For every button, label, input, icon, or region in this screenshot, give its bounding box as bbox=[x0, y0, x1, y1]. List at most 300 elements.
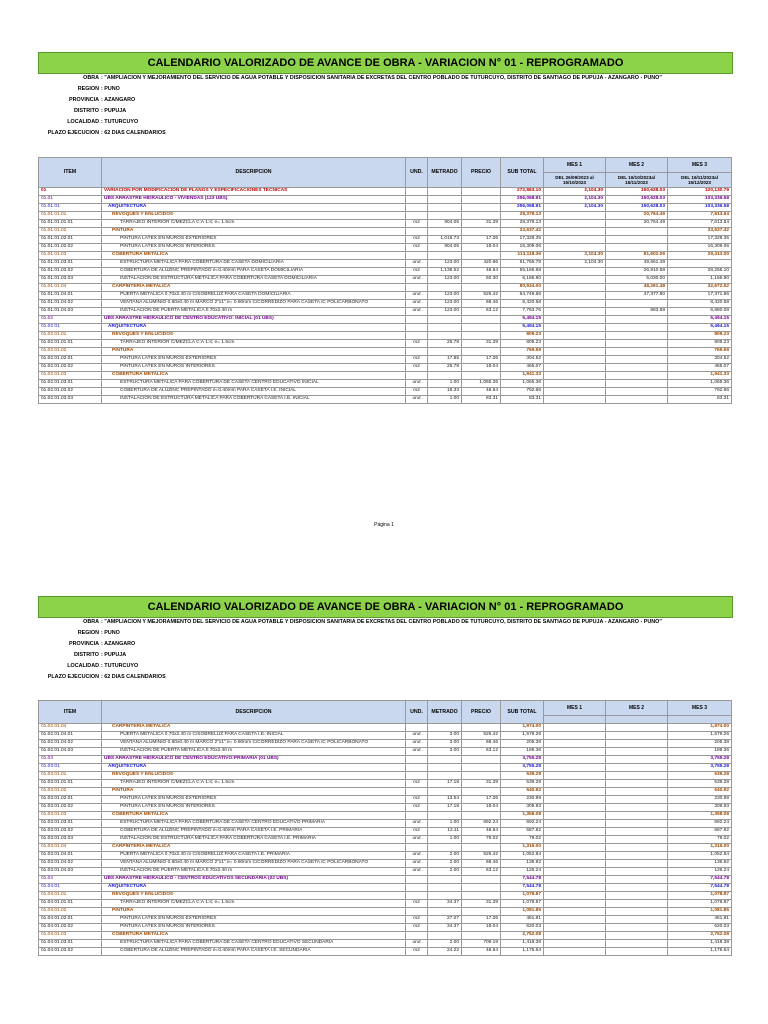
table-row bbox=[39, 284, 732, 292]
mes3-cell: 16,309.06 bbox=[668, 244, 732, 252]
subtotal-cell: 7,544.78 bbox=[501, 876, 544, 884]
item-cell: 01.02.01.04.03 bbox=[39, 748, 102, 756]
table-row bbox=[39, 196, 732, 204]
desc-cell: PUERTA METALICA 0.70x2.40 m C/SOBRELUZ PARA CASETA I.E. INICIAL bbox=[102, 732, 406, 740]
metrado-cell: 1.00 bbox=[428, 396, 462, 404]
item-cell: 01.01.01.03.02 bbox=[39, 268, 102, 276]
subtotal-cell: 8,420.58 bbox=[501, 300, 544, 308]
metrado-cell: 3.00 bbox=[428, 732, 462, 740]
table-row bbox=[39, 308, 732, 316]
page-2 bbox=[0, 590, 768, 1024]
und-cell: m2 bbox=[406, 828, 428, 836]
desc-cell: PINTURA LATEX EN MUROS EXTERIORES bbox=[102, 236, 406, 244]
mes2-cell bbox=[606, 860, 668, 868]
precio-cell: 18.04 bbox=[462, 924, 501, 932]
item-cell: 01.01.01.04.03 bbox=[39, 308, 102, 316]
item-cell: 01.02.01.01.01 bbox=[39, 340, 102, 348]
und-cell: m2 bbox=[406, 356, 428, 364]
mes3-cell: 1,316.00 bbox=[668, 844, 732, 852]
mes3-cell: 769.59 bbox=[668, 348, 732, 356]
item-cell: 01.03.01.01.01 bbox=[39, 780, 102, 788]
metrado-cell: 2.00 bbox=[428, 852, 462, 860]
info-row bbox=[0, 650, 768, 661]
mes2-cell bbox=[606, 396, 668, 404]
item-cell: 01.03.01.01 bbox=[39, 772, 102, 780]
info-row bbox=[0, 672, 768, 683]
table-row bbox=[39, 852, 732, 860]
item-cell: 01.01.01.02.02 bbox=[39, 244, 102, 252]
desc-cell: PINTURA bbox=[102, 348, 406, 356]
subtotal-cell: 113,118.36 bbox=[501, 252, 544, 260]
precio-cell: 709.19 bbox=[462, 940, 501, 948]
subtotal-cell: 2,752.08 bbox=[501, 932, 544, 940]
metrado-cell bbox=[428, 724, 462, 732]
subtotal-cell: 1,941.33 bbox=[501, 372, 544, 380]
desc-cell: ESTRUCTURA METALICA PARA COBERTURA DE CASETA DOMICILIARIA bbox=[102, 260, 406, 268]
metrado-cell: 17.18 bbox=[428, 804, 462, 812]
subtotal-cell: 256,068.91 bbox=[501, 204, 544, 212]
table-row bbox=[39, 204, 732, 212]
mes1-cell bbox=[544, 924, 606, 932]
metrado-cell bbox=[428, 764, 462, 772]
header-spacer bbox=[544, 716, 606, 724]
mes3-cell: 1,156.90 bbox=[668, 276, 732, 284]
col-mes1-header: MES 1 bbox=[544, 701, 606, 716]
subtotal-cell: 3,755.28 bbox=[501, 764, 544, 772]
mes1-cell bbox=[544, 308, 606, 316]
item-cell: 01.03.01.04.01 bbox=[39, 852, 102, 860]
table-row bbox=[39, 396, 732, 404]
metrado-cell: 13.54 bbox=[428, 796, 462, 804]
info-value: : TUTURCUYO bbox=[101, 663, 139, 669]
document-title: CALENDARIO VALORIZADO DE AVANCE DE OBRA - VARIACION N° 01 - REPROGRAMADO bbox=[38, 52, 733, 74]
precio-cell bbox=[462, 724, 501, 732]
und-cell: und bbox=[406, 740, 428, 748]
und-cell: m2 bbox=[406, 388, 428, 396]
metrado-cell: 17.85 bbox=[428, 356, 462, 364]
mes2-cell: 20,764.49 bbox=[606, 220, 668, 228]
mes1-cell bbox=[544, 372, 606, 380]
info-row bbox=[0, 617, 768, 628]
subtotal-cell: 80,934.00 bbox=[501, 284, 544, 292]
metrado-cell: 2.00 bbox=[428, 868, 462, 876]
mes2-cell: 49,661.48 bbox=[606, 260, 668, 268]
desc-cell: COBERTURA METALICA bbox=[102, 372, 406, 380]
table-row bbox=[39, 316, 732, 324]
info-row bbox=[0, 95, 768, 106]
und-cell bbox=[406, 812, 428, 820]
und-cell bbox=[406, 724, 428, 732]
item-cell: 01.01.01.04 bbox=[39, 284, 102, 292]
mes1-cell bbox=[544, 332, 606, 340]
mes1-cell bbox=[544, 812, 606, 820]
subtotal-cell: 126.24 bbox=[501, 868, 544, 876]
mes2-cell bbox=[606, 788, 668, 796]
mes1-cell bbox=[544, 268, 606, 276]
und-cell bbox=[406, 908, 428, 916]
mes2-cell: 883.68 bbox=[606, 308, 668, 316]
subtotal-cell: 3,755.28 bbox=[501, 756, 544, 764]
mes2-cell bbox=[606, 380, 668, 388]
item-cell: 01.02.01 bbox=[39, 324, 102, 332]
desc-cell: PINTURA LATEX EN MUROS EXTERIORES bbox=[102, 916, 406, 924]
und-cell bbox=[406, 324, 428, 332]
und-cell bbox=[406, 876, 428, 884]
info-value: : PUNO bbox=[101, 86, 120, 92]
subtotal-cell: 792.66 bbox=[501, 388, 544, 396]
table-row bbox=[39, 348, 732, 356]
item-cell: 01.01.01.02 bbox=[39, 228, 102, 236]
item-cell: 01.03.01 bbox=[39, 764, 102, 772]
und-cell: m2 bbox=[406, 236, 428, 244]
desc-cell: ESTRUCTURA METALICA PARA COBERTURA DE CASETA CENTRO EDUCATIVO PRIMARIA bbox=[102, 820, 406, 828]
item-cell: 01.04.01.02 bbox=[39, 908, 102, 916]
metrado-cell: 3.00 bbox=[428, 740, 462, 748]
mes2-cell bbox=[606, 244, 668, 252]
info-label: PROVINCIA bbox=[69, 641, 99, 647]
metrado-cell bbox=[428, 196, 462, 204]
metrado-cell: 904.05 bbox=[428, 220, 462, 228]
precio-cell: 63.12 bbox=[462, 308, 501, 316]
item-cell: 01.03.01.03.03 bbox=[39, 836, 102, 844]
mes3-cell: 304.52 bbox=[668, 356, 732, 364]
info-row bbox=[0, 128, 768, 139]
item-cell: 01.04.01.01 bbox=[39, 892, 102, 900]
mes2-cell: 150,628.03 bbox=[606, 188, 668, 196]
precio-cell bbox=[462, 332, 501, 340]
table-row bbox=[39, 764, 732, 772]
subtotal-cell: 1,175.64 bbox=[501, 948, 544, 956]
precio-cell: 31.39 bbox=[462, 900, 501, 908]
desc-cell: PINTURA bbox=[102, 908, 406, 916]
mes3-cell: 792.66 bbox=[668, 388, 732, 396]
mes1-cell bbox=[544, 948, 606, 956]
metrado-cell bbox=[428, 284, 462, 292]
info-value: : PUNO bbox=[101, 630, 120, 636]
precio-cell: 31.39 bbox=[462, 780, 501, 788]
metrado-cell: 16.33 bbox=[428, 388, 462, 396]
metrado-cell bbox=[428, 884, 462, 892]
table-row bbox=[39, 924, 732, 932]
table-row bbox=[39, 292, 732, 300]
mes2-cell bbox=[606, 916, 668, 924]
precio-cell: 692.24 bbox=[462, 820, 501, 828]
subtotal-cell: 33,637.42 bbox=[501, 228, 544, 236]
metrado-cell bbox=[428, 372, 462, 380]
item-cell: 01.01.01.03 bbox=[39, 252, 102, 260]
table-row bbox=[39, 236, 732, 244]
mes3-cell: 809.23 bbox=[668, 332, 732, 340]
metrado-cell bbox=[428, 332, 462, 340]
precio-cell: 526.42 bbox=[462, 852, 501, 860]
metrado-cell bbox=[428, 252, 462, 260]
desc-cell: INSTALACION DE PUERTA METALICA 0.70x2.40 m bbox=[102, 748, 406, 756]
col-mes3-header: MES 3 bbox=[668, 158, 732, 173]
und-cell bbox=[406, 212, 428, 220]
precio-cell: 18.04 bbox=[462, 804, 501, 812]
info-value: : PUPUJA bbox=[101, 108, 127, 114]
und-cell: m2 bbox=[406, 780, 428, 788]
mes1-cell bbox=[544, 284, 606, 292]
desc-cell: PUERTA METALICA 0.70x2.40 m C/SOBRELUZ PARA CASETA I.E. PRIMARIA bbox=[102, 852, 406, 860]
desc-cell: UBS ARRASTRE HIDRAULICO - VIVIENDAS (123 UBS) bbox=[102, 196, 406, 204]
precio-cell bbox=[462, 764, 501, 772]
item-cell: 01.02 bbox=[39, 316, 102, 324]
mes2-cell bbox=[606, 804, 668, 812]
item-cell: 01.03.01.03.02 bbox=[39, 828, 102, 836]
mes1-cell bbox=[544, 852, 606, 860]
und-cell: und bbox=[406, 852, 428, 860]
metrado-cell: 123.00 bbox=[428, 300, 462, 308]
header-spacer bbox=[668, 716, 732, 724]
desc-cell: TARRAJEO INTERIOR C/MEZCLA C:A 1:4; e= 1.5cm bbox=[102, 780, 406, 788]
und-cell bbox=[406, 332, 428, 340]
metrado-cell: 17.18 bbox=[428, 780, 462, 788]
desc-cell: INSTALACION DE PUERTA METALICA 0.70x2.40 m bbox=[102, 868, 406, 876]
mes1-cell bbox=[544, 908, 606, 916]
item-cell: 01.04.01.03.01 bbox=[39, 940, 102, 948]
subtotal-cell: 230.99 bbox=[501, 796, 544, 804]
metrado-cell: 1.00 bbox=[428, 380, 462, 388]
mes3-cell: 7,544.78 bbox=[668, 884, 732, 892]
desc-cell: COBERTURA DE ALUZINC PREPINTADO e=0.40mm PARA CASETA I.E. INICIAL bbox=[102, 388, 406, 396]
subtotal-cell: 55,166.68 bbox=[501, 268, 544, 276]
project-info bbox=[0, 617, 768, 683]
precio-cell bbox=[462, 228, 501, 236]
col-item-header: ITEM bbox=[39, 158, 102, 188]
mes3-cell: 1,081.85 bbox=[668, 908, 732, 916]
info-row bbox=[0, 73, 768, 84]
mes3-cell: 230.99 bbox=[668, 796, 732, 804]
info-label: OBRA bbox=[83, 75, 99, 81]
mes2-cell bbox=[606, 340, 668, 348]
mes2-cell: 48,261.48 bbox=[606, 284, 668, 292]
precio-cell: 31.39 bbox=[462, 340, 501, 348]
subtotal-cell: 51,765.78 bbox=[501, 260, 544, 268]
mes2-cell bbox=[606, 812, 668, 820]
mes1-cell bbox=[544, 892, 606, 900]
precio-cell bbox=[462, 772, 501, 780]
und-cell: m2 bbox=[406, 900, 428, 908]
und-cell: und bbox=[406, 300, 428, 308]
item-cell: 01.02.01.01 bbox=[39, 332, 102, 340]
und-cell bbox=[406, 764, 428, 772]
desc-cell: UBS ARRASTRE HIDRAULICO DE CENTRO EDUCATIVO: INICIAL (01 UBS) bbox=[102, 316, 406, 324]
mes3-cell: 8,420.58 bbox=[668, 300, 732, 308]
item-cell: 01.03.01.02.02 bbox=[39, 804, 102, 812]
und-cell: m2 bbox=[406, 340, 428, 348]
item-cell: 01.03.01.03.01 bbox=[39, 820, 102, 828]
table-row bbox=[39, 756, 732, 764]
precio-cell: 83.31 bbox=[462, 396, 501, 404]
metrado-cell: 12.11 bbox=[428, 828, 462, 836]
mes1-cell bbox=[544, 356, 606, 364]
precio-cell: 68.46 bbox=[462, 300, 501, 308]
precio-cell: 68.46 bbox=[462, 860, 501, 868]
mes2-cell bbox=[606, 876, 668, 884]
mes2-cell bbox=[606, 868, 668, 876]
metrado-cell: 1.00 bbox=[428, 820, 462, 828]
und-cell: und bbox=[406, 308, 428, 316]
mes3-cell: 7,613.64 bbox=[668, 212, 732, 220]
metrado-cell bbox=[428, 892, 462, 900]
desc-cell: PINTURA LATEX EN MUROS EXTERIORES bbox=[102, 356, 406, 364]
metrado-cell bbox=[428, 212, 462, 220]
metrado-cell: 123.00 bbox=[428, 276, 462, 284]
und-cell: und bbox=[406, 836, 428, 844]
item-cell: 01.01.01.01.01 bbox=[39, 220, 102, 228]
precio-cell: 526.42 bbox=[462, 292, 501, 300]
info-row bbox=[0, 117, 768, 128]
mes3-cell: 3,755.28 bbox=[668, 764, 732, 772]
mes1-cell bbox=[544, 212, 606, 220]
desc-cell: TARRAJEO INTERIOR C/MEZCLA C:A 1:4; e= 1.5cm bbox=[102, 340, 406, 348]
mes1-cell bbox=[544, 316, 606, 324]
mes1-cell: 2,104.30 bbox=[544, 188, 606, 196]
metrado-cell bbox=[428, 908, 462, 916]
info-label: LOCALIDAD bbox=[67, 119, 99, 125]
table-row bbox=[39, 372, 732, 380]
info-value: : TUTURCUYO bbox=[101, 119, 139, 125]
info-row bbox=[0, 628, 768, 639]
mes3-cell: 83.31 bbox=[668, 396, 732, 404]
col-mes3-dates: DEL 16/11/2023al 15/12/2023 bbox=[668, 173, 732, 188]
und-cell bbox=[406, 788, 428, 796]
desc-cell: INSTALACION DE ESTRUCTURA METALICA PARA COBERTURA CASETA I.E. INICIAL bbox=[102, 396, 406, 404]
metrado-cell bbox=[428, 228, 462, 236]
table-row bbox=[39, 276, 732, 284]
mes3-cell: 1,941.33 bbox=[668, 372, 732, 380]
subtotal-cell: 79.02 bbox=[501, 836, 544, 844]
table-row bbox=[39, 772, 732, 780]
mes3-cell: 809.23 bbox=[668, 340, 732, 348]
mes2-cell bbox=[606, 356, 668, 364]
subtotal-cell: 205.38 bbox=[501, 740, 544, 748]
metrado-cell: 123.00 bbox=[428, 260, 462, 268]
mes3-cell: 126.24 bbox=[668, 868, 732, 876]
subtotal-cell: 64,749.66 bbox=[501, 292, 544, 300]
metrado-cell bbox=[428, 756, 462, 764]
mes3-cell: 28,256.10 bbox=[668, 268, 732, 276]
mes1-cell: 2,104.30 bbox=[544, 196, 606, 204]
mes1-cell bbox=[544, 876, 606, 884]
item-cell: 01.02.01.03.02 bbox=[39, 388, 102, 396]
subtotal-cell: 1,078.87 bbox=[501, 900, 544, 908]
metrado-cell: 34.37 bbox=[428, 924, 462, 932]
precio-cell bbox=[462, 252, 501, 260]
precio-cell bbox=[462, 876, 501, 884]
header-spacer bbox=[606, 716, 668, 724]
und-cell: m2 bbox=[406, 804, 428, 812]
und-cell bbox=[406, 372, 428, 380]
mes3-cell: 461.81 bbox=[668, 916, 732, 924]
mes2-cell bbox=[606, 924, 668, 932]
subtotal-cell: 809.23 bbox=[501, 340, 544, 348]
table-row bbox=[39, 228, 732, 236]
subtotal-cell: 539.28 bbox=[501, 780, 544, 788]
precio-cell: 17.06 bbox=[462, 916, 501, 924]
mes2-cell bbox=[606, 940, 668, 948]
desc-cell: INSTALACION DE ESTRUCTURA METALICA PARA COBERTURA CASETA DOMICILIARIA bbox=[102, 276, 406, 284]
precio-cell bbox=[462, 348, 501, 356]
precio-cell: 1,065.36 bbox=[462, 380, 501, 388]
item-cell: 01.01.01.04.02 bbox=[39, 300, 102, 308]
desc-cell: PINTURA bbox=[102, 228, 406, 236]
metrado-cell bbox=[428, 316, 462, 324]
col-mes2-dates: DEL 16/10/2023al 15/11/2023 bbox=[606, 173, 668, 188]
item-cell: 01.02.01.04.02 bbox=[39, 740, 102, 748]
table-row bbox=[39, 900, 732, 908]
desc-cell: COBERTURA DE ALUZINC PREPINTADO e=0.40mm PARA CASETA DOMICILIARIA bbox=[102, 268, 406, 276]
info-value: : AZANGARO bbox=[101, 641, 136, 647]
mes2-cell: 20,764.49 bbox=[606, 212, 668, 220]
mes1-cell bbox=[544, 324, 606, 332]
und-cell: und bbox=[406, 276, 428, 284]
mes3-cell: 120,130.79 bbox=[668, 188, 732, 196]
mes1-cell bbox=[544, 820, 606, 828]
table-row bbox=[39, 932, 732, 940]
und-cell: und bbox=[406, 940, 428, 948]
desc-cell: TARRAJEO INTERIOR C/MEZCLA C:A 1:4; e= 1.5cm bbox=[102, 900, 406, 908]
subtotal-cell: 5,494.15 bbox=[501, 324, 544, 332]
precio-cell: 48.54 bbox=[462, 948, 501, 956]
und-cell bbox=[406, 252, 428, 260]
precio-cell bbox=[462, 892, 501, 900]
mes1-cell bbox=[544, 732, 606, 740]
subtotal-cell: 136.92 bbox=[501, 860, 544, 868]
col-item-header: ITEM bbox=[39, 701, 102, 724]
desc-cell: COBERTURA DE ALUZINC PREPINTADO e=0.40mm PARA CASETA I.E. PRIMARIA bbox=[102, 828, 406, 836]
metrado-cell bbox=[428, 348, 462, 356]
mes3-cell: 103,336.58 bbox=[668, 204, 732, 212]
table-row bbox=[39, 324, 732, 332]
precio-cell: 63.12 bbox=[462, 748, 501, 756]
mes1-cell bbox=[544, 764, 606, 772]
mes1-cell bbox=[544, 884, 606, 892]
desc-cell: ESTRUCTURA METALICA PARA COBERTURA DE CASETA CENTRO EDUCATIVO INICIAL bbox=[102, 380, 406, 388]
und-cell: und bbox=[406, 860, 428, 868]
item-cell: 01.01.01 bbox=[39, 204, 102, 212]
und-cell: m2 bbox=[406, 916, 428, 924]
und-cell bbox=[406, 884, 428, 892]
und-cell bbox=[406, 348, 428, 356]
mes3-cell: 103,336.58 bbox=[668, 196, 732, 204]
mes2-cell bbox=[606, 324, 668, 332]
table-row bbox=[39, 892, 732, 900]
subtotal-cell: 272,863.10 bbox=[501, 188, 544, 196]
und-cell: und bbox=[406, 732, 428, 740]
item-cell: 01.04.01.02.02 bbox=[39, 924, 102, 932]
col-mes1-header: MES 1 bbox=[544, 158, 606, 173]
desc-cell: VENTANA ALUMINIO 0.60x0.40 m MARCO 2"x1" e= 0.90mm C/CORREDIZO PARA CASETA /C POLICARBONATO bbox=[102, 860, 406, 868]
mes3-cell: 1,579.26 bbox=[668, 732, 732, 740]
mes1-cell bbox=[544, 828, 606, 836]
metrado-cell bbox=[428, 772, 462, 780]
item-cell: 01.02.01.04.01 bbox=[39, 732, 102, 740]
info-label: OBRA bbox=[83, 619, 99, 625]
mes1-cell bbox=[544, 900, 606, 908]
mes3-cell: 2,752.08 bbox=[668, 932, 732, 940]
mes3-cell: 539.28 bbox=[668, 780, 732, 788]
table-row bbox=[39, 916, 732, 924]
mes3-cell: 1,358.08 bbox=[668, 812, 732, 820]
table-row bbox=[39, 884, 732, 892]
precio-cell: 63.12 bbox=[462, 868, 501, 876]
mes2-cell: 150,628.03 bbox=[606, 204, 668, 212]
metrado-cell: 1,136.52 bbox=[428, 268, 462, 276]
und-cell bbox=[406, 844, 428, 852]
metrado-cell bbox=[428, 932, 462, 940]
